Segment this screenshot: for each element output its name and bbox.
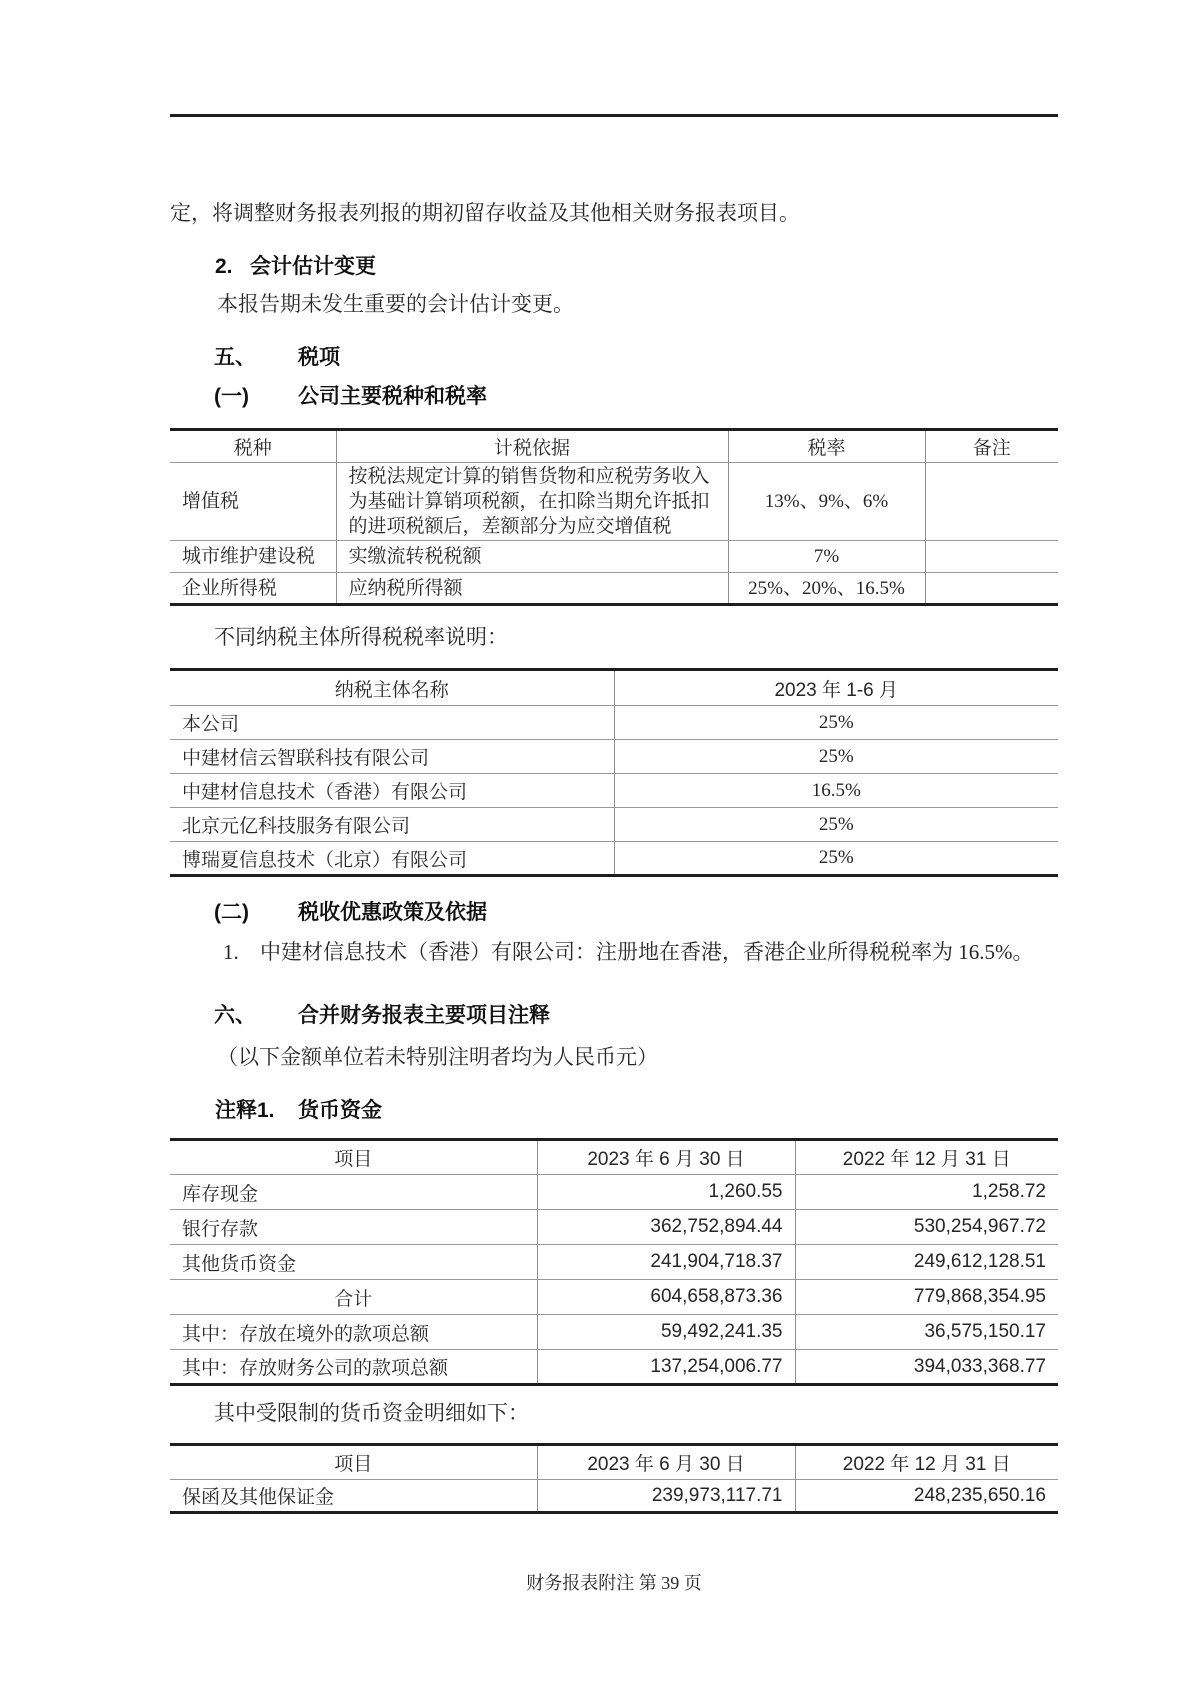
- column-header: 计税依据: [336, 430, 728, 463]
- cell: 其中：存放在境外的款项总额: [170, 1315, 537, 1350]
- restricted-note: 其中受限制的货币资金明细如下：: [214, 1401, 529, 1425]
- restricted-funds-table-body: [170, 1480, 1058, 1513]
- cell: 1,260.55: [537, 1175, 795, 1210]
- cell: 中建材信云智联科技有限公司: [170, 740, 614, 774]
- cell: 实缴流转税税额: [336, 541, 728, 573]
- cell: 25%、20%、16.5%: [728, 573, 925, 605]
- column-header: 税率: [728, 430, 925, 463]
- restricted-funds-table: [170, 1443, 1058, 1514]
- column-header: 2022 年 12 月 31 日: [842, 1149, 1011, 1170]
- cell: 16.5%: [811, 779, 861, 801]
- section5-1-title: 公司主要税种和税率: [298, 385, 487, 408]
- column-header: 2023 年 6 月 30 日: [537, 1445, 795, 1480]
- cell: 249,612,128.51: [913, 1251, 1046, 1272]
- section5-2-heading: [170, 899, 1102, 926]
- monetary-funds-table-body: [170, 1175, 1058, 1385]
- taxpayer-entity-table: [170, 668, 1058, 877]
- cell: 企业所得税: [170, 573, 336, 605]
- cell: 604,658,873.36: [537, 1280, 795, 1315]
- entity-note: 不同纳税主体所得税税率说明：: [214, 625, 508, 649]
- column-header: 2022 年 12 月 31 日: [842, 1454, 1011, 1475]
- table-row: [170, 706, 1058, 740]
- preferential-policy-item: [170, 939, 1111, 966]
- cell: [925, 573, 1058, 605]
- table-row: [170, 1350, 1058, 1385]
- tax-rate-table-body: [170, 463, 1058, 605]
- column-header: 2023 年 1-6 月: [774, 679, 899, 701]
- cell: 其中：存放财务公司的款项总额: [170, 1350, 537, 1385]
- cell: 保函及其他保证金: [170, 1480, 537, 1513]
- item-text: 中建材信息技术（香港）有限公司：注册地在香港，香港企业所得税税率为 16.5%。: [260, 940, 1034, 964]
- column-header: 2023 年 6 月 30 日: [537, 1140, 795, 1175]
- cell: 增值税: [170, 463, 336, 541]
- section2-heading: [170, 253, 1103, 280]
- table-row: [170, 774, 1058, 808]
- section5-title: 税项: [298, 346, 340, 369]
- cell: 本公司: [170, 706, 614, 740]
- table-header-row: [170, 430, 1058, 463]
- section2-body: 本报告期未发生重要的会计估计变更。: [217, 292, 574, 316]
- table-row: [170, 573, 1058, 605]
- cell: 25%: [818, 711, 854, 733]
- cell: 239,973,117.71: [537, 1480, 795, 1513]
- monetary-funds-table-head: [170, 1140, 1058, 1175]
- restricted-funds-table-head: [170, 1445, 1058, 1480]
- cell: 城市维护建设税: [170, 541, 336, 573]
- cell: 库存现金: [170, 1175, 537, 1210]
- cell: 北京元亿科技服务有限公司: [170, 808, 614, 842]
- section5-1-heading: [170, 383, 1102, 410]
- tax-rate-table: [170, 428, 1058, 606]
- column-header: 备注: [972, 438, 1011, 459]
- cell: 13%、9%、6%: [728, 463, 925, 541]
- cell: 25%: [818, 745, 854, 767]
- column-header: 项目: [170, 1140, 537, 1175]
- cell: 362,752,894.44: [537, 1210, 795, 1245]
- column-header: 纳税主体名称: [170, 670, 614, 706]
- section6-number: 六、: [214, 1004, 256, 1027]
- cell: 博瑞夏信息技术（北京）有限公司: [170, 842, 614, 876]
- unit-note: （以下金额单位若未特别注明者均为人民币元）: [217, 1045, 658, 1069]
- cell: 合计: [170, 1280, 537, 1315]
- cell: [925, 463, 1058, 541]
- intro-paragraph: 定，将调整财务报表列报的期初留存收益及其他相关财务报表项目。: [170, 201, 800, 225]
- section5-heading: [170, 344, 1102, 371]
- cell: [925, 541, 1058, 573]
- table-row: [170, 1280, 1058, 1315]
- table-header-row: [170, 1445, 1058, 1480]
- column-header: 项目: [170, 1445, 537, 1480]
- table-row: [170, 541, 1058, 573]
- item-number: 1.: [223, 940, 239, 964]
- note1-number: 注释1.: [215, 1099, 275, 1122]
- section6-heading: [170, 1002, 1102, 1029]
- cell: 241,904,718.37: [537, 1245, 795, 1280]
- table-row: [170, 1175, 1058, 1210]
- table-header-row: [170, 670, 1058, 706]
- table-row: [170, 463, 1058, 541]
- cell: 1,258.72: [972, 1181, 1046, 1202]
- note1-heading: [170, 1097, 1103, 1124]
- header-rule: [170, 114, 1058, 117]
- cell: 25%: [818, 847, 854, 868]
- table-row: [170, 1245, 1058, 1280]
- tax-rate-table-head: [170, 430, 1058, 463]
- page-footer: 财务报表附注 第 39 页: [526, 1573, 702, 1593]
- cell: 779,868,354.95: [913, 1286, 1046, 1307]
- cell: 137,254,006.77: [537, 1350, 795, 1385]
- column-header: 税种: [170, 430, 336, 463]
- table-row: [170, 842, 1058, 876]
- table-row: [170, 1480, 1058, 1513]
- note1-title: 货币资金: [298, 1099, 382, 1122]
- section5-1-number: (一): [214, 385, 249, 408]
- taxpayer-entity-table-body: [170, 706, 1058, 876]
- section5-2-title: 税收优惠政策及依据: [298, 901, 487, 924]
- table-row: [170, 1210, 1058, 1245]
- cell: 中建材信息技术（香港）有限公司: [170, 774, 614, 808]
- cell: 25%: [818, 813, 854, 835]
- cell: 7%: [728, 541, 925, 573]
- section5-number: 五、: [214, 346, 256, 369]
- table-row: [170, 1315, 1058, 1350]
- section2-number: 2.: [215, 255, 233, 278]
- section6-title: 合并财务报表主要项目注释: [298, 1004, 550, 1027]
- cell: 其他货币资金: [170, 1245, 537, 1280]
- cell: 248,235,650.16: [913, 1484, 1046, 1506]
- monetary-funds-table: [170, 1138, 1058, 1386]
- cell: 应纳税所得额: [336, 573, 728, 605]
- cell: 银行存款: [170, 1210, 537, 1245]
- cell: 530,254,967.72: [913, 1216, 1046, 1237]
- section5-2-number: (二): [214, 901, 249, 924]
- cell: 按税法规定计算的销售货物和应税劳务收入为基础计算销项税额，在扣除当期允许抵扣的进项税额后，差额部分为应交增值税: [336, 463, 728, 541]
- table-header-row: [170, 1140, 1058, 1175]
- taxpayer-entity-table-head: [170, 670, 1058, 706]
- table-row: [170, 740, 1058, 774]
- table-row: [170, 808, 1058, 842]
- cell: 36,575,150.17: [924, 1321, 1046, 1342]
- section2-title: 会计估计变更: [250, 255, 376, 278]
- cell: 394,033,368.77: [913, 1355, 1046, 1377]
- cell: 59,492,241.35: [537, 1315, 795, 1350]
